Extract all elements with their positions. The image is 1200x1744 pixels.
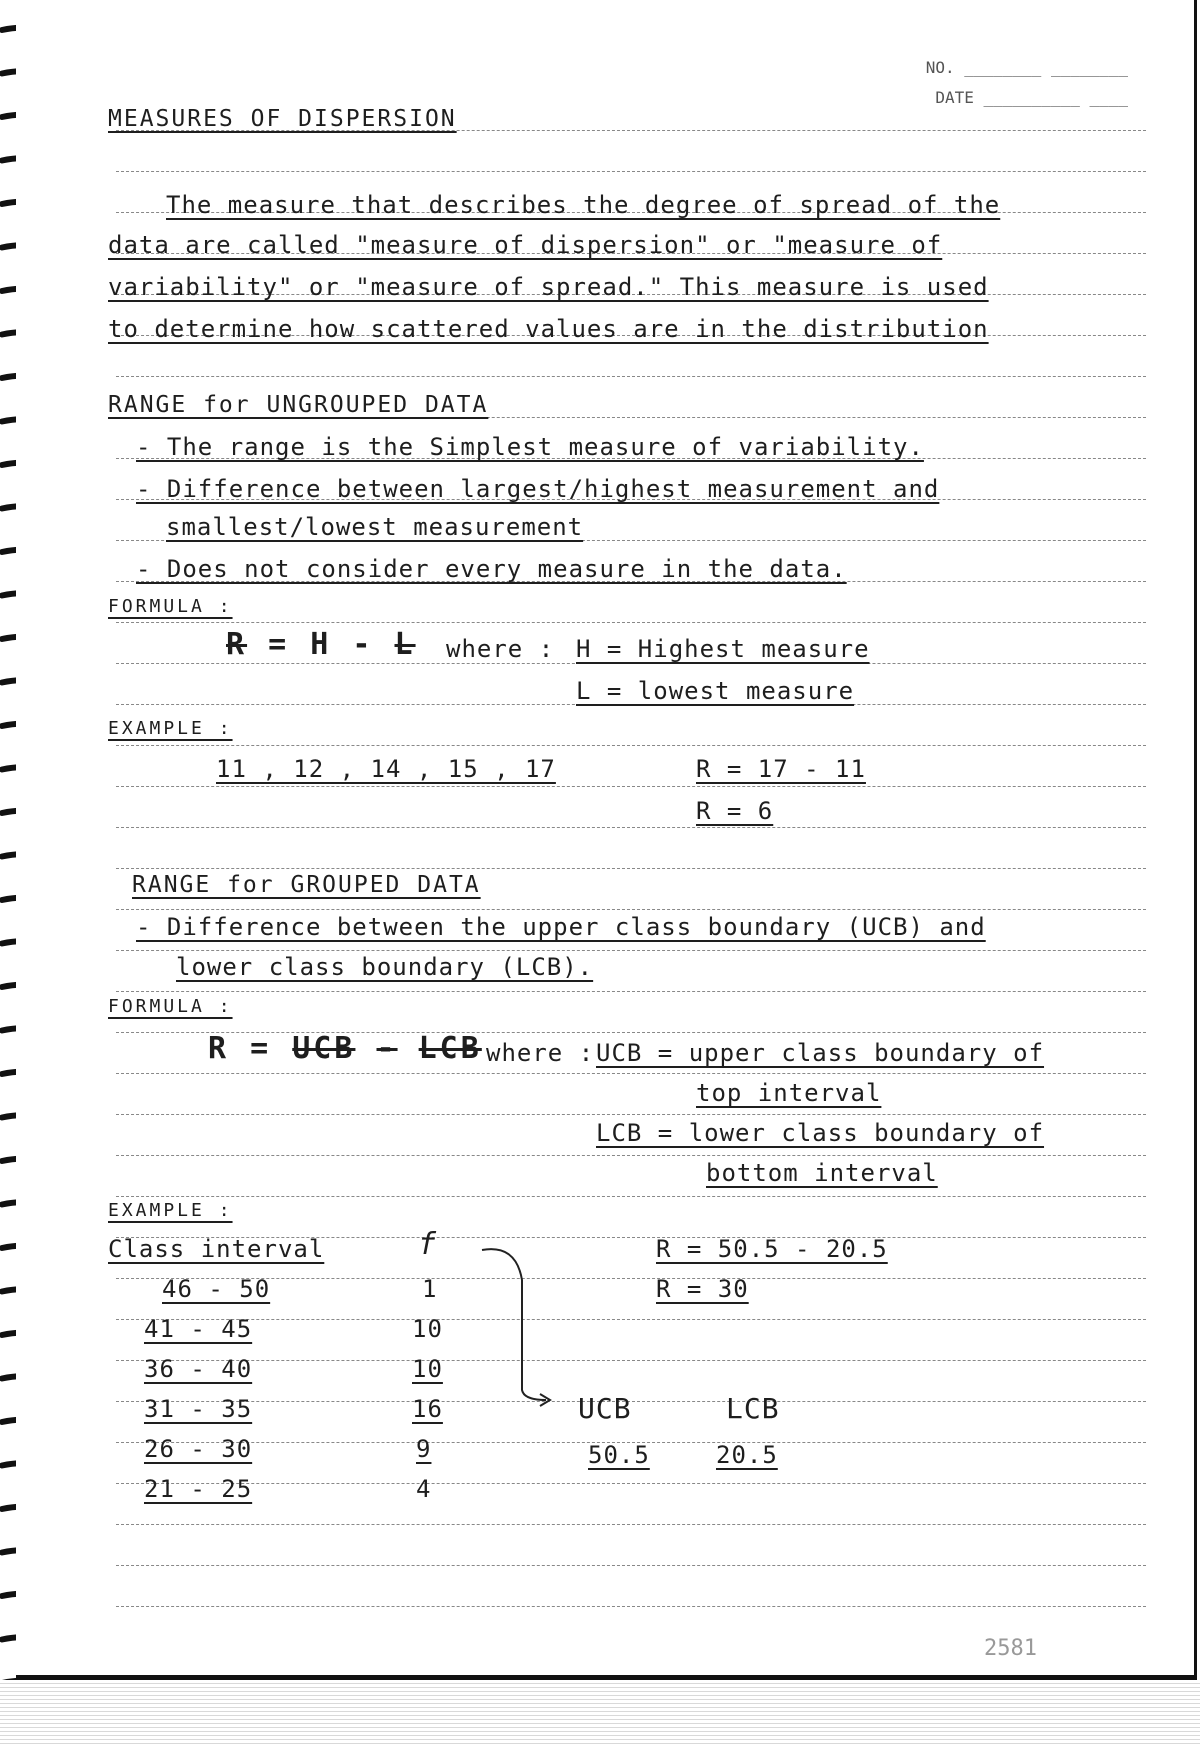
ruled-line — [116, 1483, 1146, 1484]
ruled-line — [116, 1196, 1146, 1197]
ruled-line — [116, 1606, 1146, 1607]
ruled-line — [116, 622, 1146, 623]
grouped-calc-1: R = 50.5 - 20.5 — [656, 1235, 888, 1263]
ungrouped-calc-1: R = 17 - 11 — [696, 755, 866, 783]
ungrouped-bullet-2-cont: smallest/lowest measurement — [166, 513, 584, 541]
no-label: NO. — [925, 58, 955, 77]
ungrouped-example-values: 11 , 12 , 14 , 15 , 17 — [216, 755, 556, 783]
ruled-line — [116, 745, 1146, 746]
bracket-arrow — [476, 1240, 566, 1410]
table-row-4-f: 16 — [412, 1395, 443, 1423]
ruled-line — [116, 1278, 1146, 1279]
page-title: MEASURES OF DISPERSION — [108, 106, 457, 132]
formula-ucb: UCB — [292, 1031, 356, 1066]
header-date: DATE __________ ____ — [935, 88, 1128, 107]
ungrouped-heading: RANGE for UNGROUPED DATA — [108, 392, 489, 418]
scan-bottom-edge — [0, 1680, 1200, 1744]
grouped-where: where : — [486, 1039, 595, 1067]
ruled-line — [116, 1360, 1146, 1361]
ungrouped-def-l: L = lowest measure — [576, 677, 855, 705]
ruled-line — [116, 1114, 1146, 1115]
formula-equals: = — [268, 627, 290, 662]
formula-equals: = — [250, 1031, 272, 1066]
date-label: DATE — [935, 88, 974, 107]
ungrouped-bullet-2: - Difference between largest/highest measurement and — [136, 475, 940, 503]
lcb-label: LCB — [726, 1392, 780, 1425]
grouped-def-ucb-1: UCB = upper class boundary of — [596, 1039, 1045, 1067]
formula-minus: - — [376, 1031, 398, 1066]
ruled-line — [116, 827, 1146, 828]
grouped-def-lcb-1: LCB = lower class boundary of — [596, 1119, 1045, 1147]
table-row-6-interval: 21 - 25 — [144, 1475, 253, 1503]
ungrouped-bullet-1: - The range is the Simplest measure of variability. — [136, 433, 924, 461]
ruled-line — [116, 786, 1146, 787]
grouped-heading: RANGE for GROUPED DATA — [132, 872, 481, 898]
formula-r: R — [226, 627, 248, 662]
ungrouped-where: where : — [446, 635, 555, 663]
table-row-5-f: 9 — [416, 1435, 432, 1463]
table-row-5-interval: 26 - 30 — [144, 1435, 253, 1463]
ruled-line — [116, 950, 1146, 951]
ruled-line — [116, 1565, 1146, 1566]
table-row-1-interval: 46 - 50 — [162, 1275, 271, 1303]
ruled-line — [116, 909, 1146, 910]
grouped-example-label: EXAMPLE : — [108, 1200, 233, 1221]
ruled-line — [116, 1524, 1146, 1525]
table-row-1-f: 1 — [422, 1275, 438, 1303]
grouped-formula-label: FORMULA : — [108, 996, 233, 1017]
grouped-def-ucb-2: top interval — [696, 1079, 882, 1107]
intro-line-2: data are called "measure of dispersion" or "measure of — [108, 231, 943, 259]
intro-line-1: The measure that describes the degree of spread of the — [166, 191, 1001, 219]
ucb-label: UCB — [578, 1392, 632, 1425]
formula-l: L — [394, 627, 416, 662]
table-header-interval: Class interval — [108, 1235, 325, 1263]
table-row-2-interval: 41 - 45 — [144, 1315, 253, 1343]
grouped-bullet-1: - Difference between the upper class boundary (UCB) and — [136, 913, 986, 941]
ungrouped-bullet-3: - Does not consider every measure in the data. — [136, 555, 847, 583]
lcb-value: 20.5 — [716, 1441, 778, 1469]
ungrouped-formula — [226, 627, 416, 662]
table-row-3-interval: 36 - 40 — [144, 1355, 253, 1383]
header-no: NO. ________ ________ — [925, 58, 1128, 77]
grouped-calc-2: R = 30 — [656, 1275, 749, 1303]
ruled-line — [116, 171, 1146, 172]
table-row-2-f: 10 — [412, 1315, 443, 1343]
ungrouped-calc-2: R = 6 — [696, 797, 774, 825]
intro-line-4: to determine how scattered values are in the distribution — [108, 315, 989, 343]
formula-h: H — [310, 627, 332, 662]
formula-lcb: LCB — [418, 1031, 482, 1066]
grouped-def-lcb-2: bottom interval — [706, 1159, 938, 1187]
grouped-formula — [208, 1031, 482, 1066]
formula-r: R — [208, 1031, 230, 1066]
ucb-value: 50.5 — [588, 1441, 650, 1469]
ruled-line — [116, 991, 1146, 992]
ungrouped-formula-label: FORMULA : — [108, 596, 233, 617]
ungrouped-example-label: EXAMPLE : — [108, 718, 233, 739]
grouped-bullet-2: lower class boundary (LCB). — [176, 953, 594, 981]
notebook-page — [16, 0, 1197, 1680]
table-row-6-f: 4 — [416, 1475, 432, 1503]
ruled-line — [116, 1073, 1146, 1074]
ungrouped-def-h: H = Highest measure — [576, 635, 870, 663]
table-row-3-f: 10 — [412, 1355, 443, 1383]
formula-minus: - — [352, 627, 374, 662]
page-number: 2581 — [984, 1636, 1037, 1661]
ruled-line — [116, 1155, 1146, 1156]
intro-line-3: variability" or "measure of spread." This measure is used — [108, 273, 989, 301]
ruled-line — [116, 1319, 1146, 1320]
ruled-line — [116, 376, 1146, 377]
ruled-line — [116, 868, 1146, 869]
table-header-f: f — [418, 1227, 438, 1262]
table-row-4-interval: 31 - 35 — [144, 1395, 253, 1423]
